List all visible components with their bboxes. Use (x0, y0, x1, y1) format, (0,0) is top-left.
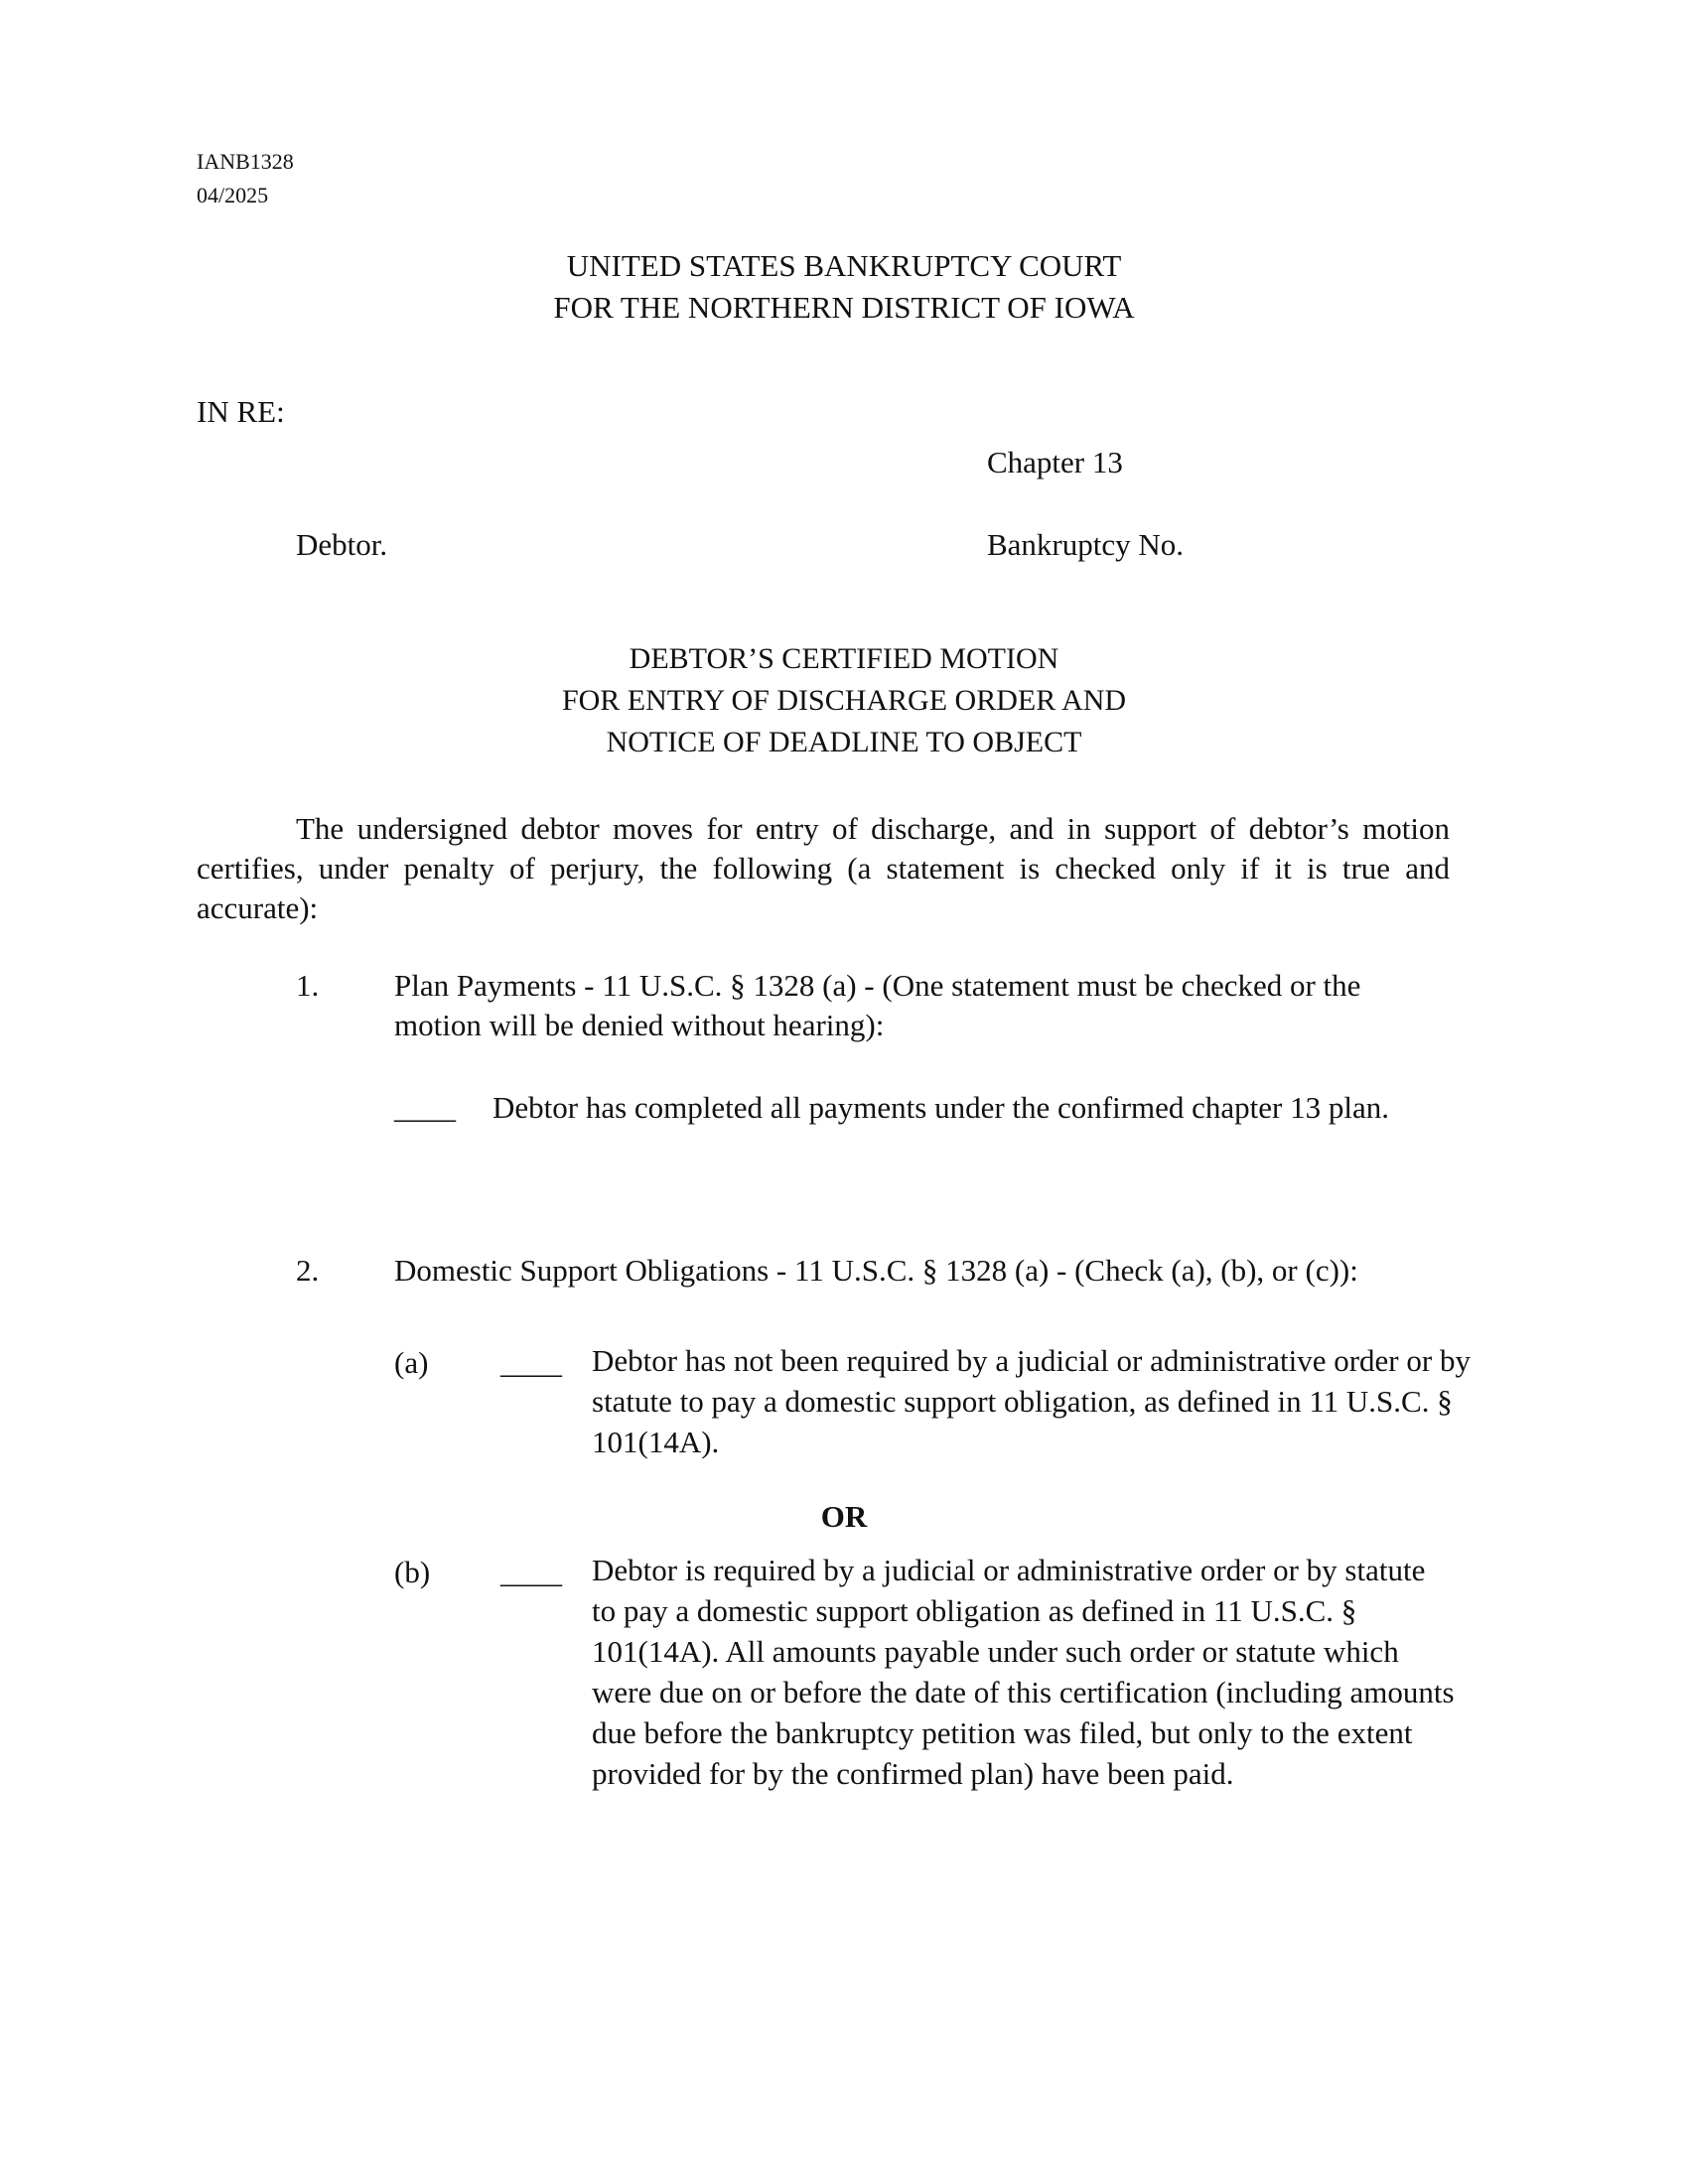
item1-check-blank[interactable]: ____ (394, 1090, 456, 1125)
intro-paragraph: The undersigned debtor moves for entry of discharge, and in support of debtor’s motion certifies, under penalty of perjury, the following (a statement is checked only if it is true and accurate): (197, 811, 1450, 925)
item1-heading-line1: Plan Payments - 11 U.S.C. § 1328 (a) - (One statement must be checked or the (394, 968, 1361, 1003)
item1-statement: Debtor has completed all payments under the confirmed chapter 13 plan. (492, 1090, 1389, 1125)
or-separator: OR (820, 1499, 868, 1534)
motion-title-line2: FOR ENTRY OF DISCHARGE ORDER AND (561, 684, 1127, 717)
bankruptcy-no-label: Bankruptcy No. (987, 527, 1185, 562)
in-re-label: IN RE: (197, 394, 285, 429)
option-b-label: (b) (394, 1555, 431, 1589)
item2-number: 2. (296, 1253, 320, 1288)
motion-title-line1: DEBTOR’S CERTIFIED MOTION (629, 642, 1059, 675)
option-b-check-blank[interactable]: ____ (500, 1555, 562, 1589)
chapter-label: Chapter 13 (987, 445, 1123, 479)
option-a-text: Debtor has not been required by a judicial or administrative order or by statute to pay a domestic support obligation, as defined in 11 U.S.C. § 101(14A). (592, 1343, 1471, 1459)
item1-heading-line2: motion will be denied without hearing): (394, 1008, 885, 1042)
item2-heading: Domestic Support Obligations - 11 U.S.C. § 1328 (a) - (Check (a), (b), or (c)): (394, 1253, 1358, 1288)
form-id: IANB1328 (197, 149, 294, 174)
court-name: UNITED STATES BANKRUPTCY COURT (566, 248, 1122, 283)
option-b-text: Debtor is required by a judicial or administrative order or by statute to pay a domestic support obligation as defined in 11 U.S.C. § 101(14A). All amounts payable under such order or statute which were due on or before the date of this certification (including amounts due before the bankruptcy petition was filed, but only to the extent provided for by the confirmed plan) have been paid. (592, 1553, 1455, 1791)
option-a-label: (a) (394, 1345, 429, 1380)
court-district: FOR THE NORTHERN DISTRICT OF IOWA (553, 290, 1135, 325)
debtor-label: Debtor. (296, 527, 388, 562)
item1-number: 1. (296, 968, 320, 1003)
motion-title-line3: NOTICE OF DEADLINE TO OBJECT (606, 726, 1082, 758)
option-a-check-blank[interactable]: ____ (500, 1345, 562, 1380)
form-date: 04/2025 (197, 183, 269, 207)
